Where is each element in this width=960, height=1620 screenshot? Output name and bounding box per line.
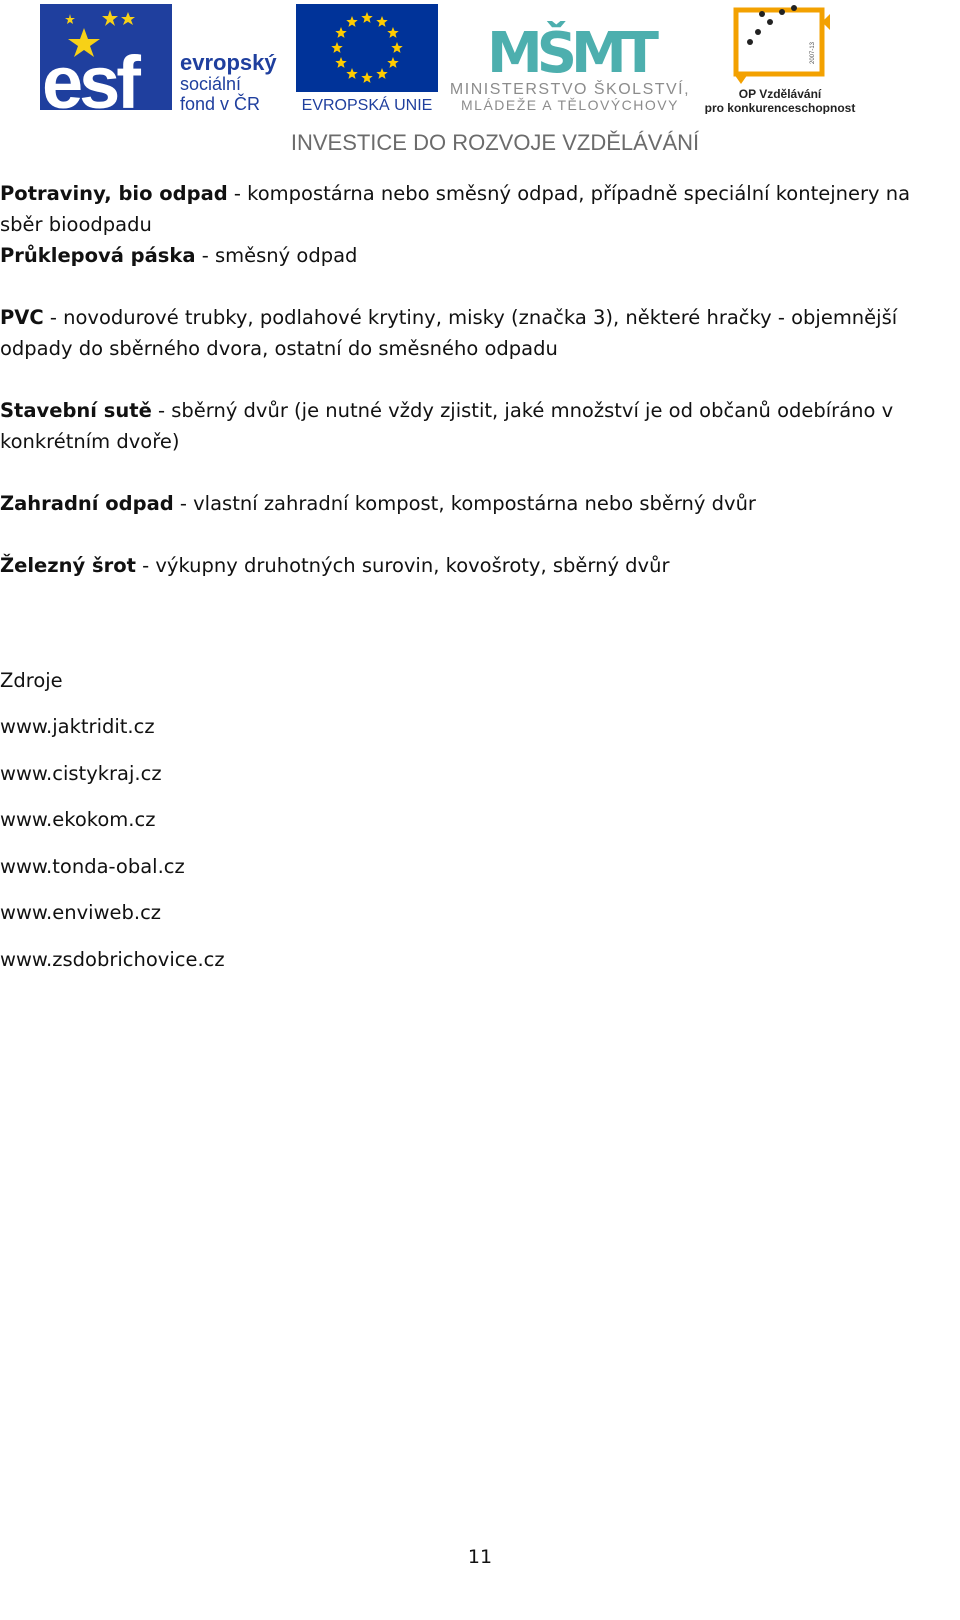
- sources-section: [0, 664, 225, 989]
- entry-text: - novodurové trubky, podlahové krytiny, misky (značka 3), některé hračky - objemnější odpady do sběrného dvora, ostatní do směsného odpadu: [0, 306, 898, 360]
- eu-caption: EVROPSKÁ UNIE: [301, 97, 433, 114]
- source-link: www.tonda-obal.cz: [0, 854, 185, 878]
- entry-term: PVC: [0, 306, 44, 329]
- esf-logo: [40, 4, 290, 114]
- waste-list: [0, 178, 945, 581]
- entry-term: Zahradní odpad: [0, 492, 174, 515]
- op-line2: pro konkurenceschopnost: [704, 101, 856, 114]
- entry-term: Potraviny, bio odpad: [0, 182, 228, 205]
- op-logo: [700, 2, 860, 114]
- entry-text: - vlastní zahradní kompost, kompostárna nebo sběrný dvůr: [173, 492, 756, 515]
- entry-text: - směsný odpad: [195, 244, 358, 267]
- entry-potraviny: [0, 178, 945, 240]
- op-line1: OP Vzdělávání: [738, 87, 822, 101]
- esf-mark-text: esf: [42, 41, 137, 114]
- msmt-mark-text: MŠMT: [487, 21, 653, 86]
- entry-text: - sběrný dvůr (je nutné vždy zjistit, jaké množství je od občanů odebíráno v konkrétním dvoře): [0, 399, 894, 453]
- source-link: www.ekokom.cz: [0, 808, 156, 831]
- source-link: www.jaktridit.cz: [0, 715, 155, 738]
- esf-line1: evropský: [180, 50, 277, 75]
- header-caption: INVESTICE DO ROZVOJE VZDĚLÁVÁNÍ: [290, 130, 700, 155]
- entry-text: - výkupny druhotných surovin, kovošroty, sběrný dvůr: [135, 554, 670, 577]
- page-number: 11: [467, 1546, 493, 1568]
- entry-term: Stavební sutě: [0, 399, 152, 422]
- esf-line3: fond v ČR: [180, 94, 261, 114]
- entry-zelezny-srot: [0, 550, 945, 581]
- op-year: 2007-13: [810, 41, 816, 64]
- entry-term: Průklepová páska: [0, 244, 196, 267]
- entry-pvc: [0, 302, 945, 364]
- msmt-line1: MINISTERSTVO ŠKOLSTVÍ,: [449, 81, 691, 98]
- msmt-line2: MLÁDEŽE A TĚLOVÝCHOVY: [461, 97, 679, 113]
- entry-stavebni-sute: [0, 395, 945, 457]
- header-logo-bar: [0, 0, 960, 160]
- sources-heading: Zdroje: [0, 669, 63, 692]
- entry-term: Železný šrot: [0, 554, 136, 577]
- esf-line2: sociální: [180, 74, 242, 94]
- source-link: www.enviweb.cz: [0, 901, 162, 924]
- eu-flag-logo: [296, 4, 438, 114]
- source-link: www.cistykraj.cz: [0, 761, 162, 785]
- entry-text: - kompostárna nebo směsný odpad, případně speciální kontejnery na sběr bioodpadu: [0, 182, 911, 236]
- entry-pruklepova-paska: [0, 240, 945, 271]
- msmt-logo: [446, 2, 694, 114]
- source-link: www.zsdobrichovice.cz: [0, 947, 225, 971]
- entry-zahradni-odpad: [0, 488, 945, 519]
